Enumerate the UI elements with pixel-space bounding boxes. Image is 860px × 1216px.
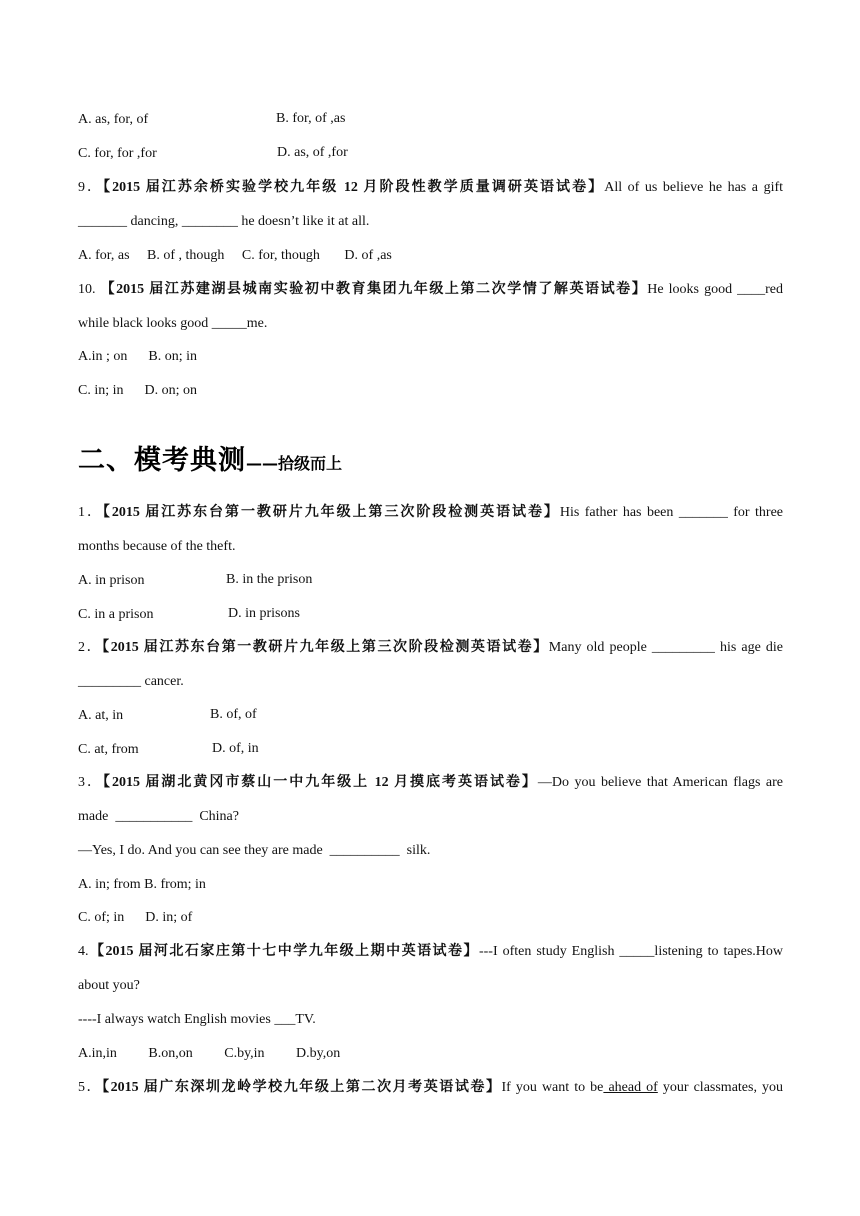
section-question-2-line2: _________ cancer. [78,674,184,689]
option-d: D. in prisons [228,606,300,621]
question-source: 【2015 届江苏建湖县城南实验初中教育集团九年级上第二次学情了解英语试卷】 [100,282,648,297]
question-text: He looks good ____red [647,282,784,297]
option-c: C. in a prison [78,607,154,622]
question-text: If you want to be [501,1080,604,1095]
section-question-4-options: A.in,in B.on,on C.by,in D.by,on [78,1046,341,1061]
underlined-phrase: ahead of [603,1080,658,1095]
prev-option-b: B. for, of ,as [276,111,346,126]
section-question-1-line2: months because of the theft. [78,539,236,554]
question-text: —Do you believe that American flags are [537,775,784,790]
question-text: Many old people _________ his age die [548,640,783,655]
question-number: 10. [78,282,101,297]
question-number: 9． [78,180,104,195]
question-number: 3． [78,775,103,790]
section-question-3 [78,774,783,792]
question-number: 2． [78,640,103,655]
question-source: 【2015 届广东深圳龙岭学校九年级上第二次月考英语试卷】 [102,1080,502,1095]
section-question-1 [78,504,783,522]
option-b: B. in the prison [226,572,313,587]
option-a: A. in prison [78,573,145,588]
question-9 [78,179,783,197]
option-c: C. at, from [78,742,139,757]
section-title: 二、模考典测 [78,445,246,476]
section-question-3-options-1: A. in; from B. from; in [78,877,206,892]
section-question-4 [78,943,783,961]
section-question-4-line3: ----I always watch English movies ___TV. [78,1012,316,1027]
prev-option-c: C. for, for ,for [78,146,157,161]
question-text: All of us believe he has a gift [604,180,784,195]
question-9-line2: _______ dancing, ________ he doesn’t like it at all. [78,214,370,229]
question-10 [78,281,783,299]
question-number: 1． [78,505,103,520]
prev-option-a: A. as, for, of [78,112,149,127]
section-heading [78,438,342,477]
section-question-3-line3: —Yes, I do. And you can see they are made __________ silk. [78,843,431,858]
section-question-5 [78,1079,783,1097]
option-a: A. at, in [78,708,124,723]
question-10-options-2: C. in; in D. on; on [78,383,198,398]
question-9-options: A. for, as B. of , though C. for, though D. of ,as [78,248,392,263]
option-b: B. of, of [210,707,257,722]
section-question-3-line2: made ___________ China? [78,809,239,824]
question-source: 【2015 届江苏东台第一教研片九年级上第三次阶段检测英语试卷】 [102,640,549,655]
prev-option-d: D. as, of ,for [277,145,348,160]
section-question-4-line2: about you? [78,978,140,993]
question-text: your classmates, you [657,1080,784,1095]
question-10-options-1: A.in ; on B. on; in [78,349,198,364]
question-source: 【2015 届河北石家庄第十七中学九年级上期中英语试卷】 [88,944,479,959]
section-question-3-options-2: C. of; in D. in; of [78,910,193,925]
option-d: D. of, in [212,741,259,756]
question-source: 【2015 届江苏余桥实验学校九年级 12 月阶段性教学质量调研英语试卷】 [103,180,605,195]
question-10-line2: while black looks good _____me. [78,316,268,331]
question-source: 【2015 届江苏东台第一教研片九年级上第三次阶段检测英语试卷】 [102,505,560,520]
question-text: ---I often study English _____listening to tapes.How [478,944,783,959]
question-number: 5． [78,1080,103,1095]
question-text: His father has been _______ for three [559,505,784,520]
section-question-2 [78,639,783,657]
section-subtitle: ——拾级而上 [246,454,343,473]
question-source: 【2015 届湖北黄冈市蔡山一中九年级上 12 月摸底考英语试卷】 [102,775,538,790]
question-number: 4. [78,944,89,959]
